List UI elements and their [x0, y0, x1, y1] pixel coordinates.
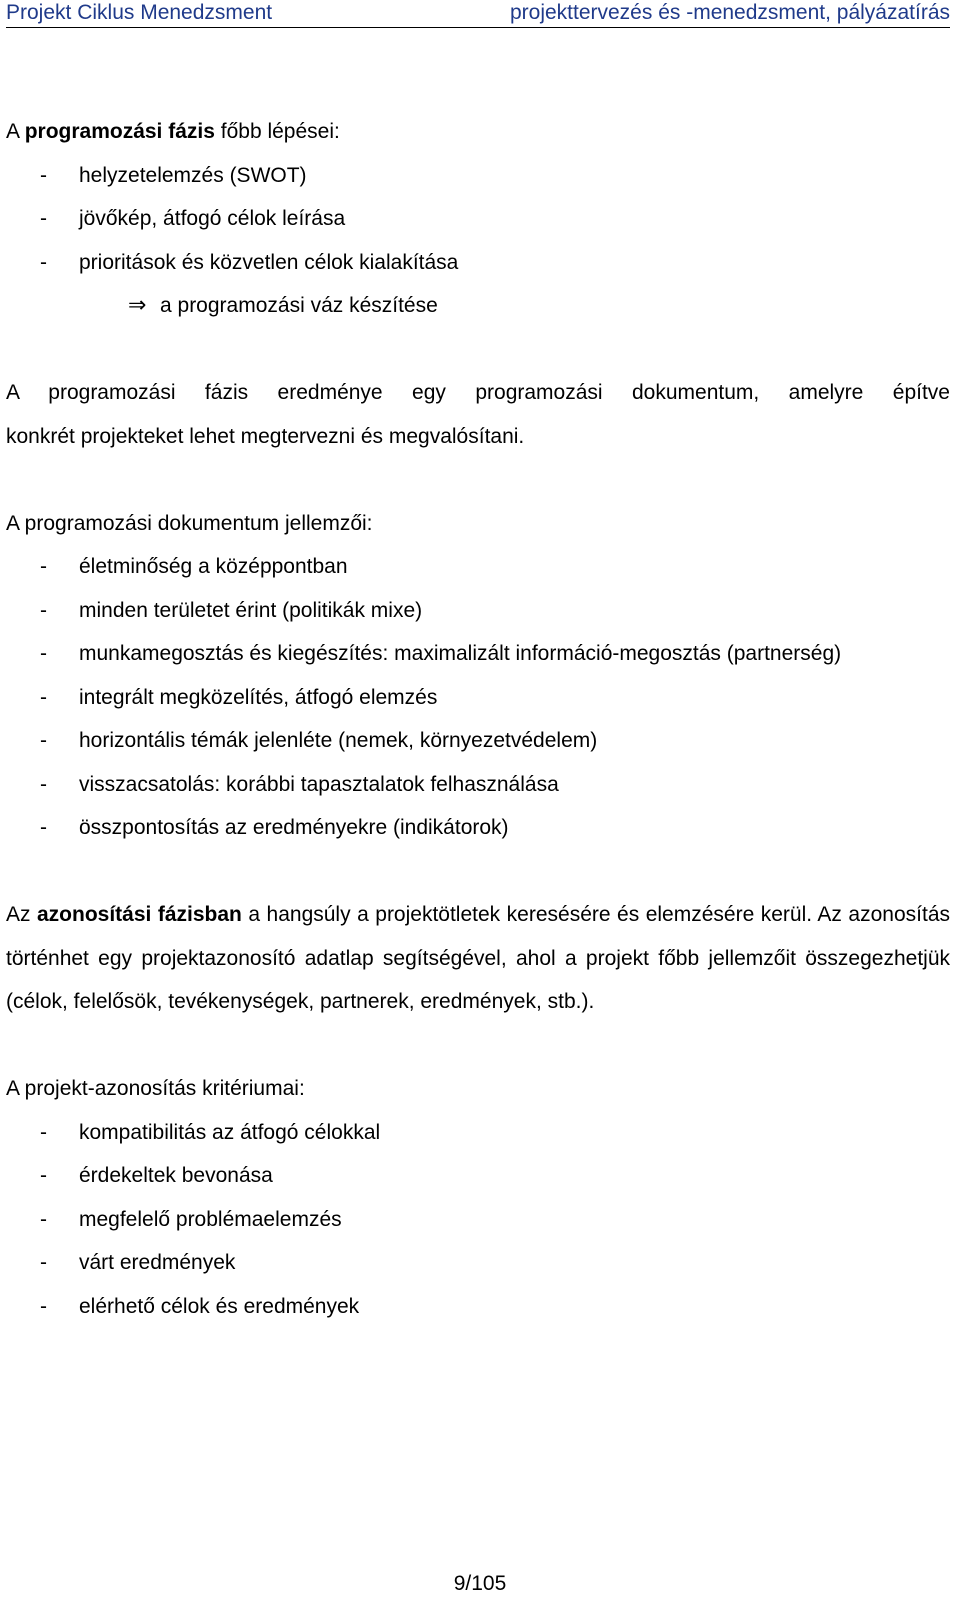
list-item: - kompatibilitás az átfogó célokkal [40, 1120, 381, 1144]
programming-result-line-2: konkrét projekteket lehet megtervezni és megvalósítani. [6, 424, 525, 448]
arrow-result-line: ⇒ a programozási váz készítése [6, 284, 950, 328]
programming-phase-term: programozási fázis [24, 120, 215, 143]
programming-result-line-1: A programozási fázis eredménye egy programozási dokumentum, amelyre építve [6, 381, 950, 404]
list-item: - prioritások és közvetlen célok kialakítása [40, 250, 459, 274]
list-item: - integrált megközelítés, átfogó elemzés [40, 685, 438, 709]
list-item: - jövőkép, átfogó célok leírása [40, 207, 346, 230]
list-item: - visszacsatolás: korábbi tapasztalatok felhasználása [40, 772, 559, 796]
list-item: - várt eredmények [40, 1251, 236, 1274]
programming-steps-list [6, 154, 950, 285]
document-body [6, 110, 950, 1328]
header-subtitle: projekttervezés és -menedzsment, pályázatírás [509, 1, 950, 24]
list-item: - munkamegosztás és kiegészítés: maximalizált információ-megosztás (partnerség) [40, 642, 842, 665]
page-number: 9/105 [453, 1572, 507, 1595]
list-item: - horizontális témák jelenléte (nemek, környezetvédelem) [40, 729, 598, 752]
list-item: - minden területet érint (politikák mixe) [40, 598, 423, 622]
list-item: - összpontosítás az eredményekre (indikátorok) [40, 816, 509, 839]
header-title: Projekt Ciklus Menedzsment [6, 1, 273, 24]
identification-phase-paragraph: Az azonosítási fázisban a hangsúly a projektötletek keresésére és elemzésére kerül. Az azonosítás történhet egy projektazonosító adatlap segítségével, ahol a projekt főbb jellemzőit összegezhetjük (célok, felelősök, tevékenységek, partnerek, eredmények, stb.). [6, 903, 950, 1013]
list-item: - megfelelő problémaelemzés [40, 1207, 342, 1231]
identification-criteria-list [6, 1111, 950, 1329]
page-header [6, 0, 950, 28]
programming-phase-intro: A programozási fázis főbb lépései: [6, 120, 340, 143]
identification-phase-term: azonosítási fázisban [37, 903, 242, 926]
document-features-list [6, 545, 950, 850]
document-features-intro: A programozási dokumentum jellemzői: [6, 511, 373, 535]
double-arrow-icon: ⇒ [128, 293, 147, 318]
list-item: - elérhető célok és eredmények [40, 1294, 360, 1318]
list-item: - érdekeltek bevonása [40, 1164, 273, 1187]
list-item: - helyzetelemzés (SWOT) [40, 163, 307, 187]
list-item: - életminőség a középpontban [40, 555, 348, 578]
identification-criteria-intro: A projekt-azonosítás kritériumai: [6, 1077, 305, 1100]
